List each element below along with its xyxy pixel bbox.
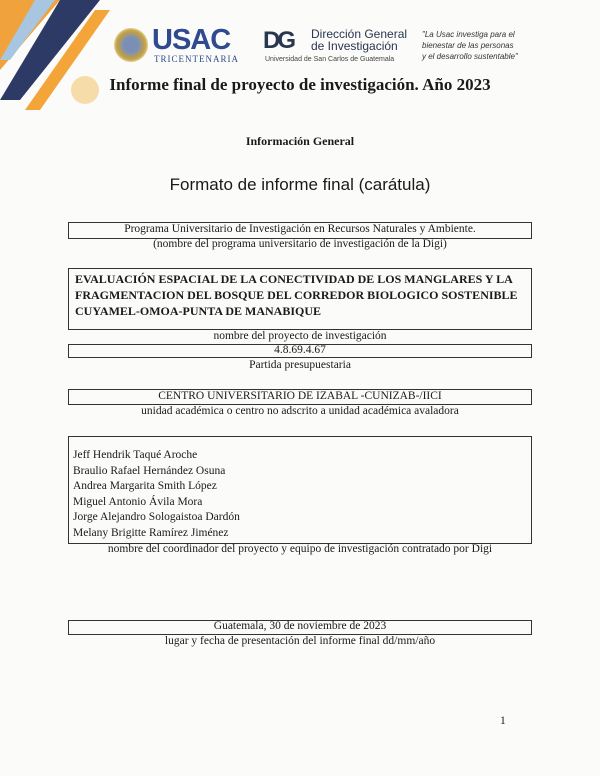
team-list (73, 448, 240, 541)
budget-label: Partida presupuestaria (249, 359, 351, 371)
program-label: (nombre del programa universitario de investigación de la Digi) (153, 238, 447, 250)
digi-logo-line2: de Investigación (311, 39, 398, 53)
usac-logo-subtitle: TRICENTENARIA (154, 54, 239, 64)
place-date-value: Guatemala, 30 de noviembre de 2023 (213, 620, 387, 632)
project-title-line: CUYAMEL-OMOA-PUNTA DE MANABIQUE (75, 304, 321, 318)
place-date-label: lugar y fecha de presentación del informe final dd/mm/año (164, 635, 436, 647)
page-number: 1 (500, 715, 506, 727)
unit-value: CENTRO UNIVERSITARIO DE IZABAL -CUNIZAB-/IICI (158, 390, 442, 402)
motto-line: bienestar de las personas (422, 41, 514, 50)
project-label: nombre del proyecto de investigación (213, 330, 387, 342)
team-member: Melany Brigitte Ramírez Jiménez (73, 526, 229, 539)
unit-label: unidad académica o centro no adscrito a unidad académica avaladora (141, 405, 459, 417)
motto (422, 29, 562, 62)
project-title (75, 271, 518, 319)
motto-line: "La Usac investiga para el (422, 30, 515, 39)
budget-value: 4.8.69.4.67 (274, 344, 326, 356)
team-member: Miguel Antonio Ávila Mora (73, 495, 203, 508)
digi-logo-line1: Dirección General (311, 27, 408, 41)
document-title: Informe final de proyecto de investigación. Año 2023 (109, 75, 491, 94)
team-member: Jorge Alejandro Sologaistoa Dardón (73, 511, 240, 523)
team-member: Jeff Hendrik Taqué Aroche (73, 449, 198, 461)
team-member: Andrea Margarita Smith López (73, 480, 217, 492)
project-title-line: EVALUACIÓN ESPACIAL DE LA CONECTIVIDAD DE LOS MANGLARES Y LA (75, 272, 513, 286)
team-member: Braulio Rafael Hernández Osuna (73, 464, 226, 477)
section-heading: Información General (245, 134, 355, 148)
motto-line: y el desarrollo sustentable" (422, 52, 518, 61)
digi-logo-line3: Universidad de San Carlos de Guatemala (265, 56, 395, 63)
digi-mark-icon: DG (263, 27, 293, 54)
project-title-line: FRAGMENTACION DEL BOSQUE DEL CORREDOR BIOLOGICO SOSTENIBLE (75, 288, 518, 302)
form-subtitle: Formato de informe final (carátula) (169, 175, 431, 194)
program-value: Programa Universitario de Investigación en Recursos Naturales y Ambiente. (124, 223, 476, 235)
usac-logo-text: USAC (152, 24, 231, 56)
usac-seal-icon (114, 28, 148, 62)
team-label: nombre del coordinador del proyecto y equipo de investigación contratado por Digi (107, 543, 493, 555)
